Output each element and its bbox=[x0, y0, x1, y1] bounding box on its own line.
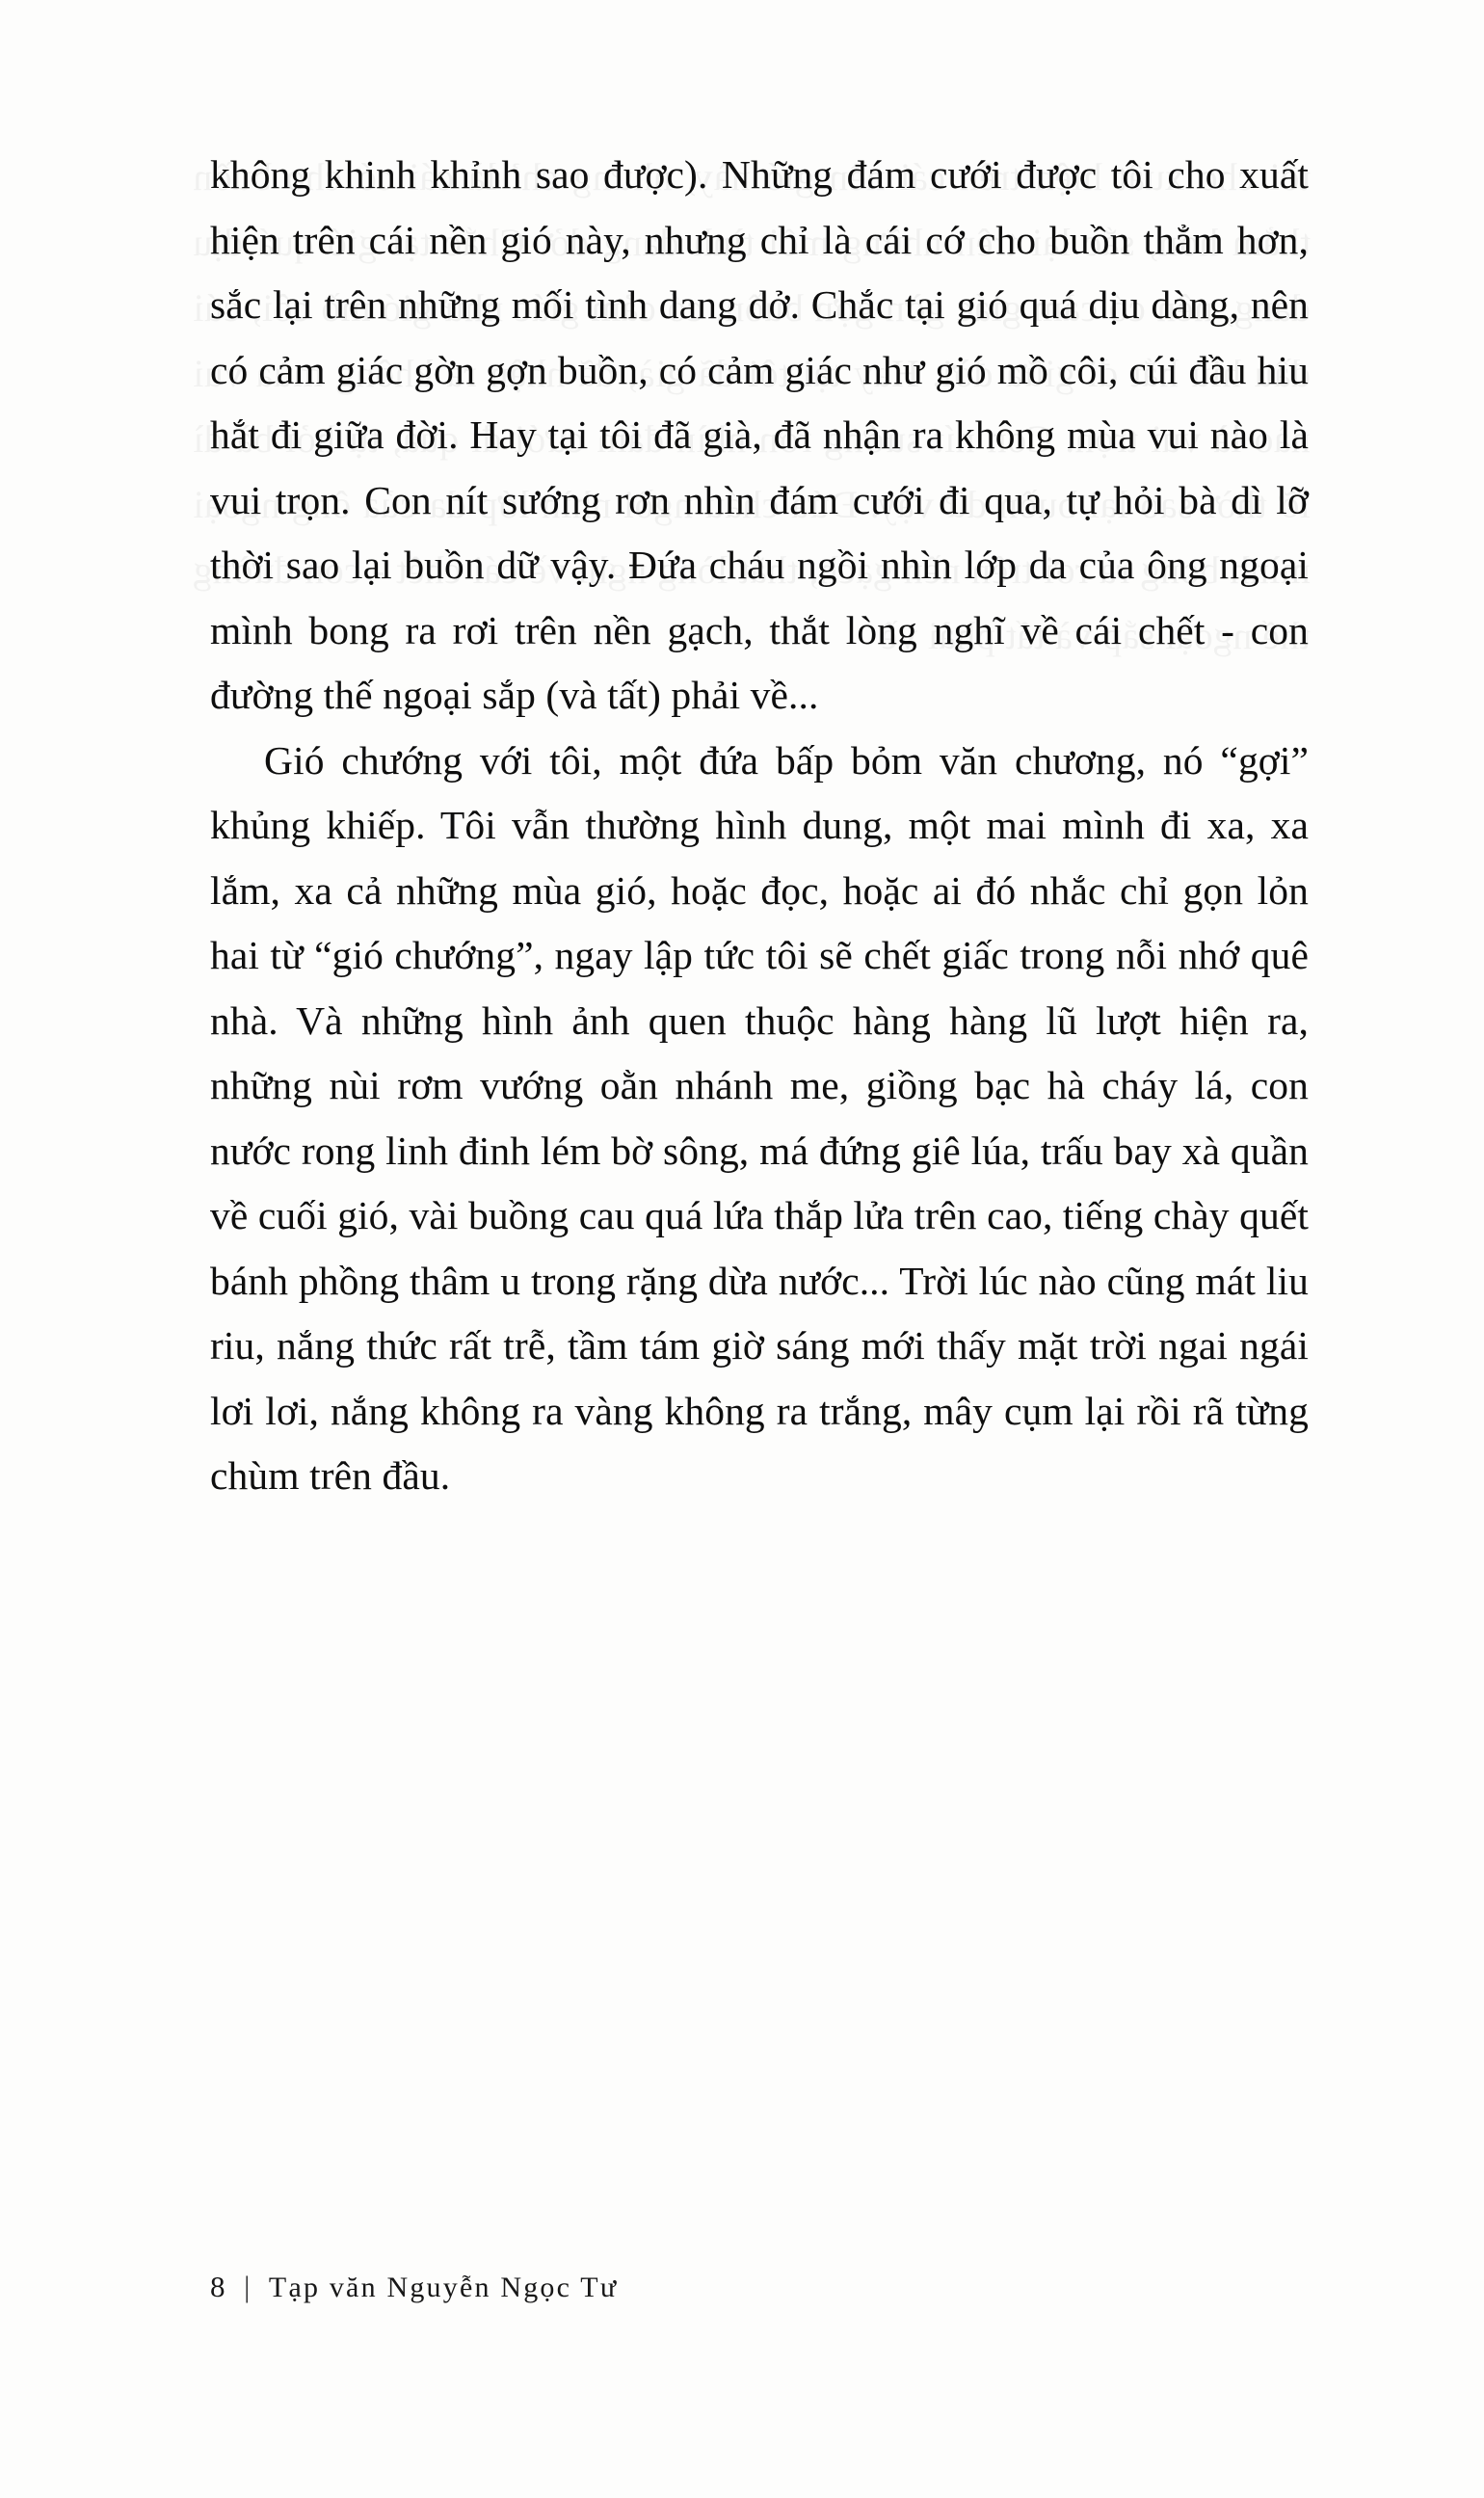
page-body bbox=[210, 143, 1309, 1509]
running-head: Tạp văn Nguyễn Ngọc Tư bbox=[268, 2272, 619, 2303]
paragraph: không khinh khỉnh sao được). Những đám cưới được tôi cho xuất hiện trên cái nền gió này, nhưng chỉ là cái cớ cho buồn thẳm hơn, sắc lại trên những mối tình dang dở. Chắc tại gió quá dịu dàng, nên có cảm giác gờn gợn buồn, có cảm giác như gió mồ côi, cúi đầu hiu hắt đi giữa đời. Hay tại tôi đã già, đã nhận ra không mùa vui nào là vui trọn. Con nít sướng rơn nhìn đám cưới đi qua, tự hỏi bà dì lỡ thời sao lại buồn dữ vậy. Đứa cháu ngồi nhìn lớp da của ông ngoại mình bong ra rơi trên nền gạch, thắt lòng nghĩ về cái chết - con đường thế ngoại sắp (và tất) phải về... bbox=[210, 152, 1309, 717]
page-number: 8 bbox=[210, 2270, 227, 2303]
paragraph: Gió chướng với tôi, một đứa bấp bỏm văn chương, nó “gợi” khủng khiếp. Tôi vẫn thường hình dung, một mai mình đi xa, xa lắm, xa cả những mùa gió, hoặc đọc, hoặc ai đó nhắc chỉ gọn lỏn hai từ “gió chướng”, ngay lập tức tôi sẽ chết giấc trong nỗi nhớ quê nhà. Và những hình ảnh quen thuộc hàng hàng lũ lượt hiện ra, những nùi rơm vướng oằn nhánh me, giồng bạc hà cháy lá, con nước rong linh đinh lém bờ sông, má đứng giê lúa, trấu bay xà quần về cuối gió, vài buồng cau quá lứa thắp lửa trên cao, tiếng chày quết bánh phồng thâm u trong rặng dừa nước... Trời lúc nào cũng mát liu riu, nắng thức rất trễ, tầm tám giờ sáng mới thấy mặt trời ngai ngái lơi lơi, nắng không ra vàng không ra trắng, mây cụm lại rồi rã từng chùm trên đầu. bbox=[210, 737, 1309, 1498]
footer-separator: | bbox=[244, 2270, 252, 2303]
page-footer bbox=[210, 2270, 1309, 2304]
